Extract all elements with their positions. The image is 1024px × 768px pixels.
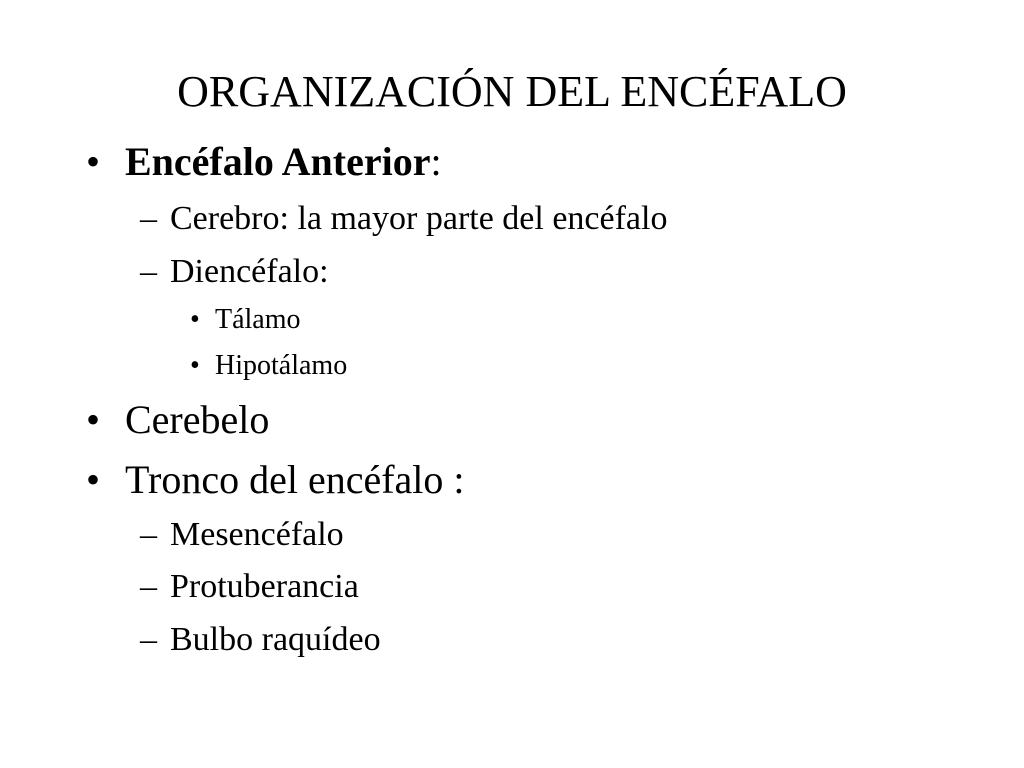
dash-icon: – [140,516,157,553]
list-item-tronco-del-encefalo [0,456,1024,504]
list-item-cerebro [0,199,1024,239]
list-item-text: Mesencéfalo [170,516,344,553]
list-item-bold-text: Encéfalo Anterior [125,139,431,184]
list-item-text: Bulbo raquídeo [170,621,381,658]
list-item-hipotalamo [0,350,1024,382]
list-item-suffix: : [430,139,442,184]
list-item-text: Tronco del encéfalo : [125,457,465,502]
slide-title: ORGANIZACIÓN DEL ENCÉFALO [177,67,847,116]
list-item-text: Cerebro: la mayor parte del encéfalo [170,200,668,237]
list-item-encefalo-anterior [0,138,1024,186]
bullet-icon: • [190,350,200,381]
list-item-text: Tálamo [215,304,301,335]
bullet-icon: • [190,304,200,335]
list-item-cerebelo [0,396,1024,444]
bullet-icon: • [86,457,101,502]
bullet-icon: • [86,139,101,184]
list-item-talamo [0,304,1024,336]
list-item-text: Diencéfalo: [170,253,329,290]
bullet-icon: • [86,397,101,442]
dash-icon: – [140,621,157,658]
list-item-mesencefalo [0,515,1024,555]
list-item-text: Cerebelo [125,397,270,442]
dash-icon: – [140,253,157,290]
list-item-bulbo-raquideo [0,620,1024,660]
list-item-text: Protuberancia [170,568,359,605]
list-item-text [125,138,442,186]
list-item-text: Hipotálamo [215,350,348,381]
list-item-protuberancia [0,567,1024,607]
dash-icon: – [140,200,157,237]
list-item-diencefalo [0,252,1024,292]
dash-icon: – [140,568,157,605]
